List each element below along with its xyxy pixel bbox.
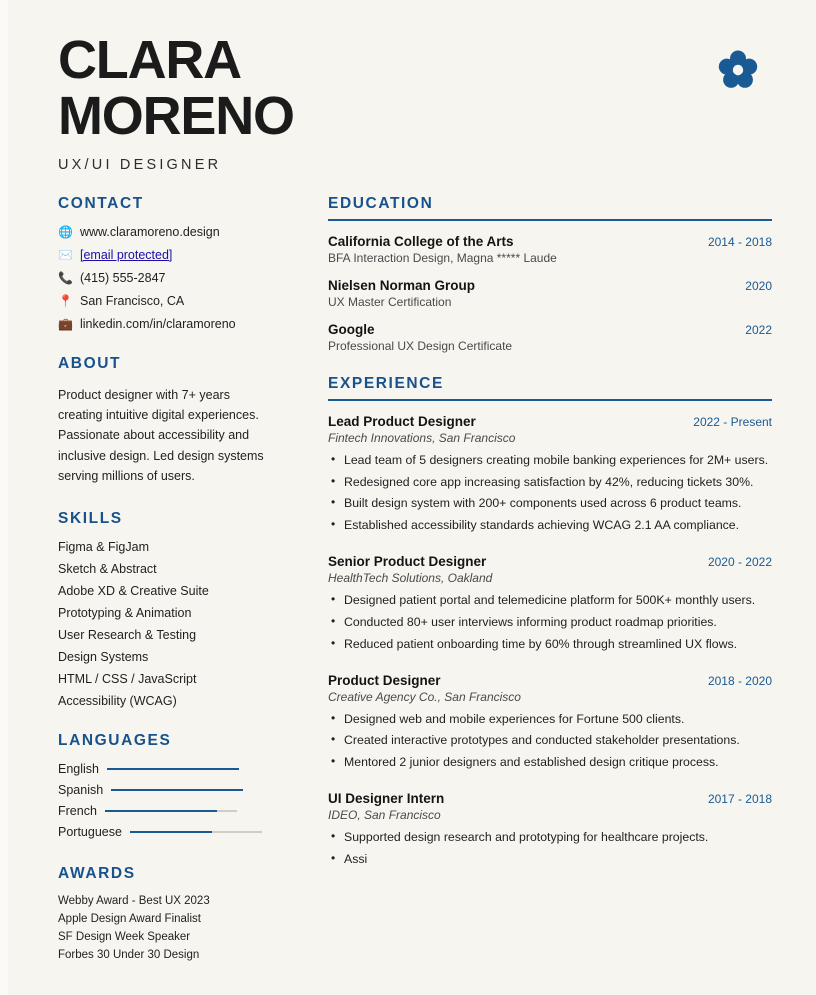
- languages-section: [58, 732, 298, 839]
- contact-linkedin-text: linkedin.com/in/claramoreno: [80, 316, 236, 331]
- experience-company: HealthTech Solutions, Oakland: [328, 571, 493, 586]
- resume-header: [0, 0, 816, 173]
- education-school: Google: [328, 321, 375, 337]
- name-block: [58, 30, 294, 173]
- experience-date: 2020 - 2022: [707, 555, 772, 570]
- award-item: Forbes 30 Under 30 Design: [58, 949, 200, 962]
- experience-bullets: [328, 711, 772, 772]
- language-name: Portuguese: [58, 825, 122, 840]
- experience-bullets: [328, 452, 772, 535]
- awards-section: [58, 865, 298, 961]
- first-name: CLARA: [58, 30, 241, 90]
- skills-heading: SKILLS: [58, 510, 123, 528]
- experience-company: Creative Agency Co., San Francisco: [328, 689, 521, 704]
- language-row: [58, 762, 298, 776]
- education-entry: [328, 234, 772, 265]
- contact-item-linkedin[interactable]: [58, 317, 298, 331]
- experience-entry: [328, 414, 772, 535]
- about-section: [58, 355, 298, 486]
- experience-entry-header: [328, 414, 772, 429]
- skill-item: Accessibility (WCAG): [58, 694, 177, 709]
- experience-role: UI Designer Intern: [328, 791, 445, 807]
- experience-entry: [328, 673, 772, 772]
- language-name: Spanish: [58, 783, 104, 798]
- education-entry-header: [328, 278, 772, 293]
- contact-item-location[interactable]: [58, 294, 298, 308]
- language-level-fill: [130, 831, 212, 833]
- resume-body: [0, 195, 816, 967]
- skill-item: HTML / CSS / JavaScript: [58, 672, 197, 687]
- about-heading: ABOUT: [58, 354, 122, 372]
- experience-bullet: • Designed patient portal and telemedicine platform for 500K+ monthly users.: [328, 592, 772, 610]
- education-entry-header: [328, 234, 772, 249]
- education-entry-header: [328, 322, 772, 337]
- language-level-track: [111, 789, 243, 791]
- award-item: Apple Design Award Finalist: [58, 913, 201, 926]
- contact-email-link[interactable]: [email protected]: [80, 247, 173, 262]
- experience-bullet: • Lead team of 5 designers creating mobile banking experiences for 2M+ users.: [328, 452, 772, 470]
- education-entry: [328, 278, 772, 309]
- experience-entry-header: [328, 791, 772, 806]
- education-heading: EDUCATION: [328, 194, 434, 212]
- job-title: UX/UI DESIGNER: [58, 156, 222, 173]
- language-level-fill: [111, 789, 243, 791]
- experience-bullet: • Assi: [328, 851, 772, 869]
- experience-entry: [328, 554, 772, 653]
- experience-entry-header: [328, 554, 772, 569]
- skill-item: Sketch & Abstract: [58, 562, 157, 577]
- education-section: [328, 195, 772, 353]
- contact-phone-text: (415) 555-2847: [80, 270, 166, 285]
- experience-date: 2017 - 2018: [707, 792, 772, 807]
- language-level-track: [130, 831, 262, 833]
- experience-bullet: • Supported design research and prototyping for healthcare projects.: [328, 829, 772, 847]
- last-name: MORENO: [58, 85, 294, 146]
- education-degree: BFA Interaction Design, Magna ***** Laude: [328, 250, 557, 265]
- language-row: [58, 825, 298, 839]
- skill-item: Design Systems: [58, 650, 149, 665]
- language-row: [58, 804, 298, 818]
- experience-bullet: • Established accessibility standards achieving WCAG 2.1 AA compliance.: [328, 517, 772, 535]
- experience-bullets: [328, 592, 772, 653]
- education-date: 2020: [745, 278, 772, 293]
- skill-item: Adobe XD & Creative Suite: [58, 584, 209, 599]
- language-level-fill: [107, 768, 239, 770]
- about-text: Product designer with 7+ years creating intuitive digital experiences. Passionate about accessibility and inclusive design. Led design systems serving millions of users.: [58, 387, 264, 483]
- education-date: 2022: [745, 322, 772, 337]
- experience-role: Product Designer: [328, 672, 441, 688]
- location-pin-icon: 📍: [58, 293, 73, 308]
- skill-item: Figma & FigJam: [58, 540, 149, 555]
- experience-company: Fintech Innovations, San Francisco: [328, 430, 516, 445]
- experience-date: 2022 - Present: [693, 414, 772, 429]
- education-date: 2014 - 2018: [707, 234, 772, 249]
- contact-location-text: San Francisco, CA: [80, 293, 185, 308]
- experience-bullet: • Conducted 80+ user interviews informing product roadmap priorities.: [328, 614, 772, 632]
- experience-section: [328, 375, 772, 869]
- experience-bullet: • Mentored 2 junior designers and established design critique process.: [328, 754, 772, 772]
- globe-icon: 🌐: [58, 224, 73, 239]
- education-degree: Professional UX Design Certificate: [328, 338, 513, 353]
- education-school: Nielsen Norman Group: [328, 277, 476, 293]
- education-school: California College of the Arts: [328, 233, 514, 249]
- language-row: [58, 783, 298, 797]
- contact-website-text: www.claramoreno.design: [80, 224, 220, 239]
- briefcase-icon: 💼: [58, 316, 73, 331]
- experience-bullets: [328, 829, 772, 869]
- contact-item-phone[interactable]: [58, 271, 298, 285]
- contact-item-email[interactable]: [58, 248, 298, 262]
- flower-logo: [716, 48, 760, 97]
- envelope-icon: ✉️: [58, 247, 73, 262]
- experience-bullet: • Created interactive prototypes and conducted stakeholder presentations.: [328, 732, 772, 750]
- experience-rule: [328, 399, 772, 401]
- education-rule: [328, 219, 772, 221]
- experience-entry-header: [328, 673, 772, 688]
- contact-section: [58, 195, 298, 331]
- sidebar-column: [58, 195, 320, 967]
- experience-bullet: • Built design system with 200+ components used across 6 product teams.: [328, 495, 772, 513]
- languages-heading: LANGUAGES: [58, 732, 172, 750]
- main-column: [320, 195, 772, 888]
- language-name: French: [58, 804, 97, 819]
- education-entry: [328, 322, 772, 353]
- phone-icon: 📞: [58, 270, 73, 285]
- experience-bullet: • Designed web and mobile experiences for Fortune 500 clients.: [328, 711, 772, 729]
- experience-bullet: • Reduced patient onboarding time by 60% through streamlined UX flows.: [328, 636, 772, 654]
- experience-bullet: • Redesigned core app increasing satisfaction by 42%, reducing tickets 30%.: [328, 474, 772, 492]
- contact-item-website[interactable]: [58, 225, 298, 239]
- experience-company: IDEO, San Francisco: [328, 808, 441, 823]
- experience-date: 2018 - 2020: [707, 673, 772, 688]
- language-level-track: [105, 810, 237, 812]
- experience-role: Lead Product Designer: [328, 413, 476, 429]
- skill-item: User Research & Testing: [58, 628, 197, 643]
- language-name: English: [58, 762, 99, 777]
- awards-heading: AWARDS: [58, 865, 136, 883]
- experience-heading: EXPERIENCE: [328, 374, 444, 392]
- experience-role: Senior Product Designer: [328, 554, 487, 570]
- education-degree: UX Master Certification: [328, 294, 452, 309]
- skills-section: [58, 510, 298, 708]
- language-level-fill: [105, 810, 217, 812]
- skill-item: Prototyping & Animation: [58, 606, 192, 621]
- award-item: Webby Award - Best UX 2023: [58, 895, 210, 908]
- language-level-track: [107, 768, 239, 770]
- experience-entry: [328, 791, 772, 869]
- award-item: SF Design Week Speaker: [58, 931, 191, 944]
- contact-heading: CONTACT: [58, 194, 144, 212]
